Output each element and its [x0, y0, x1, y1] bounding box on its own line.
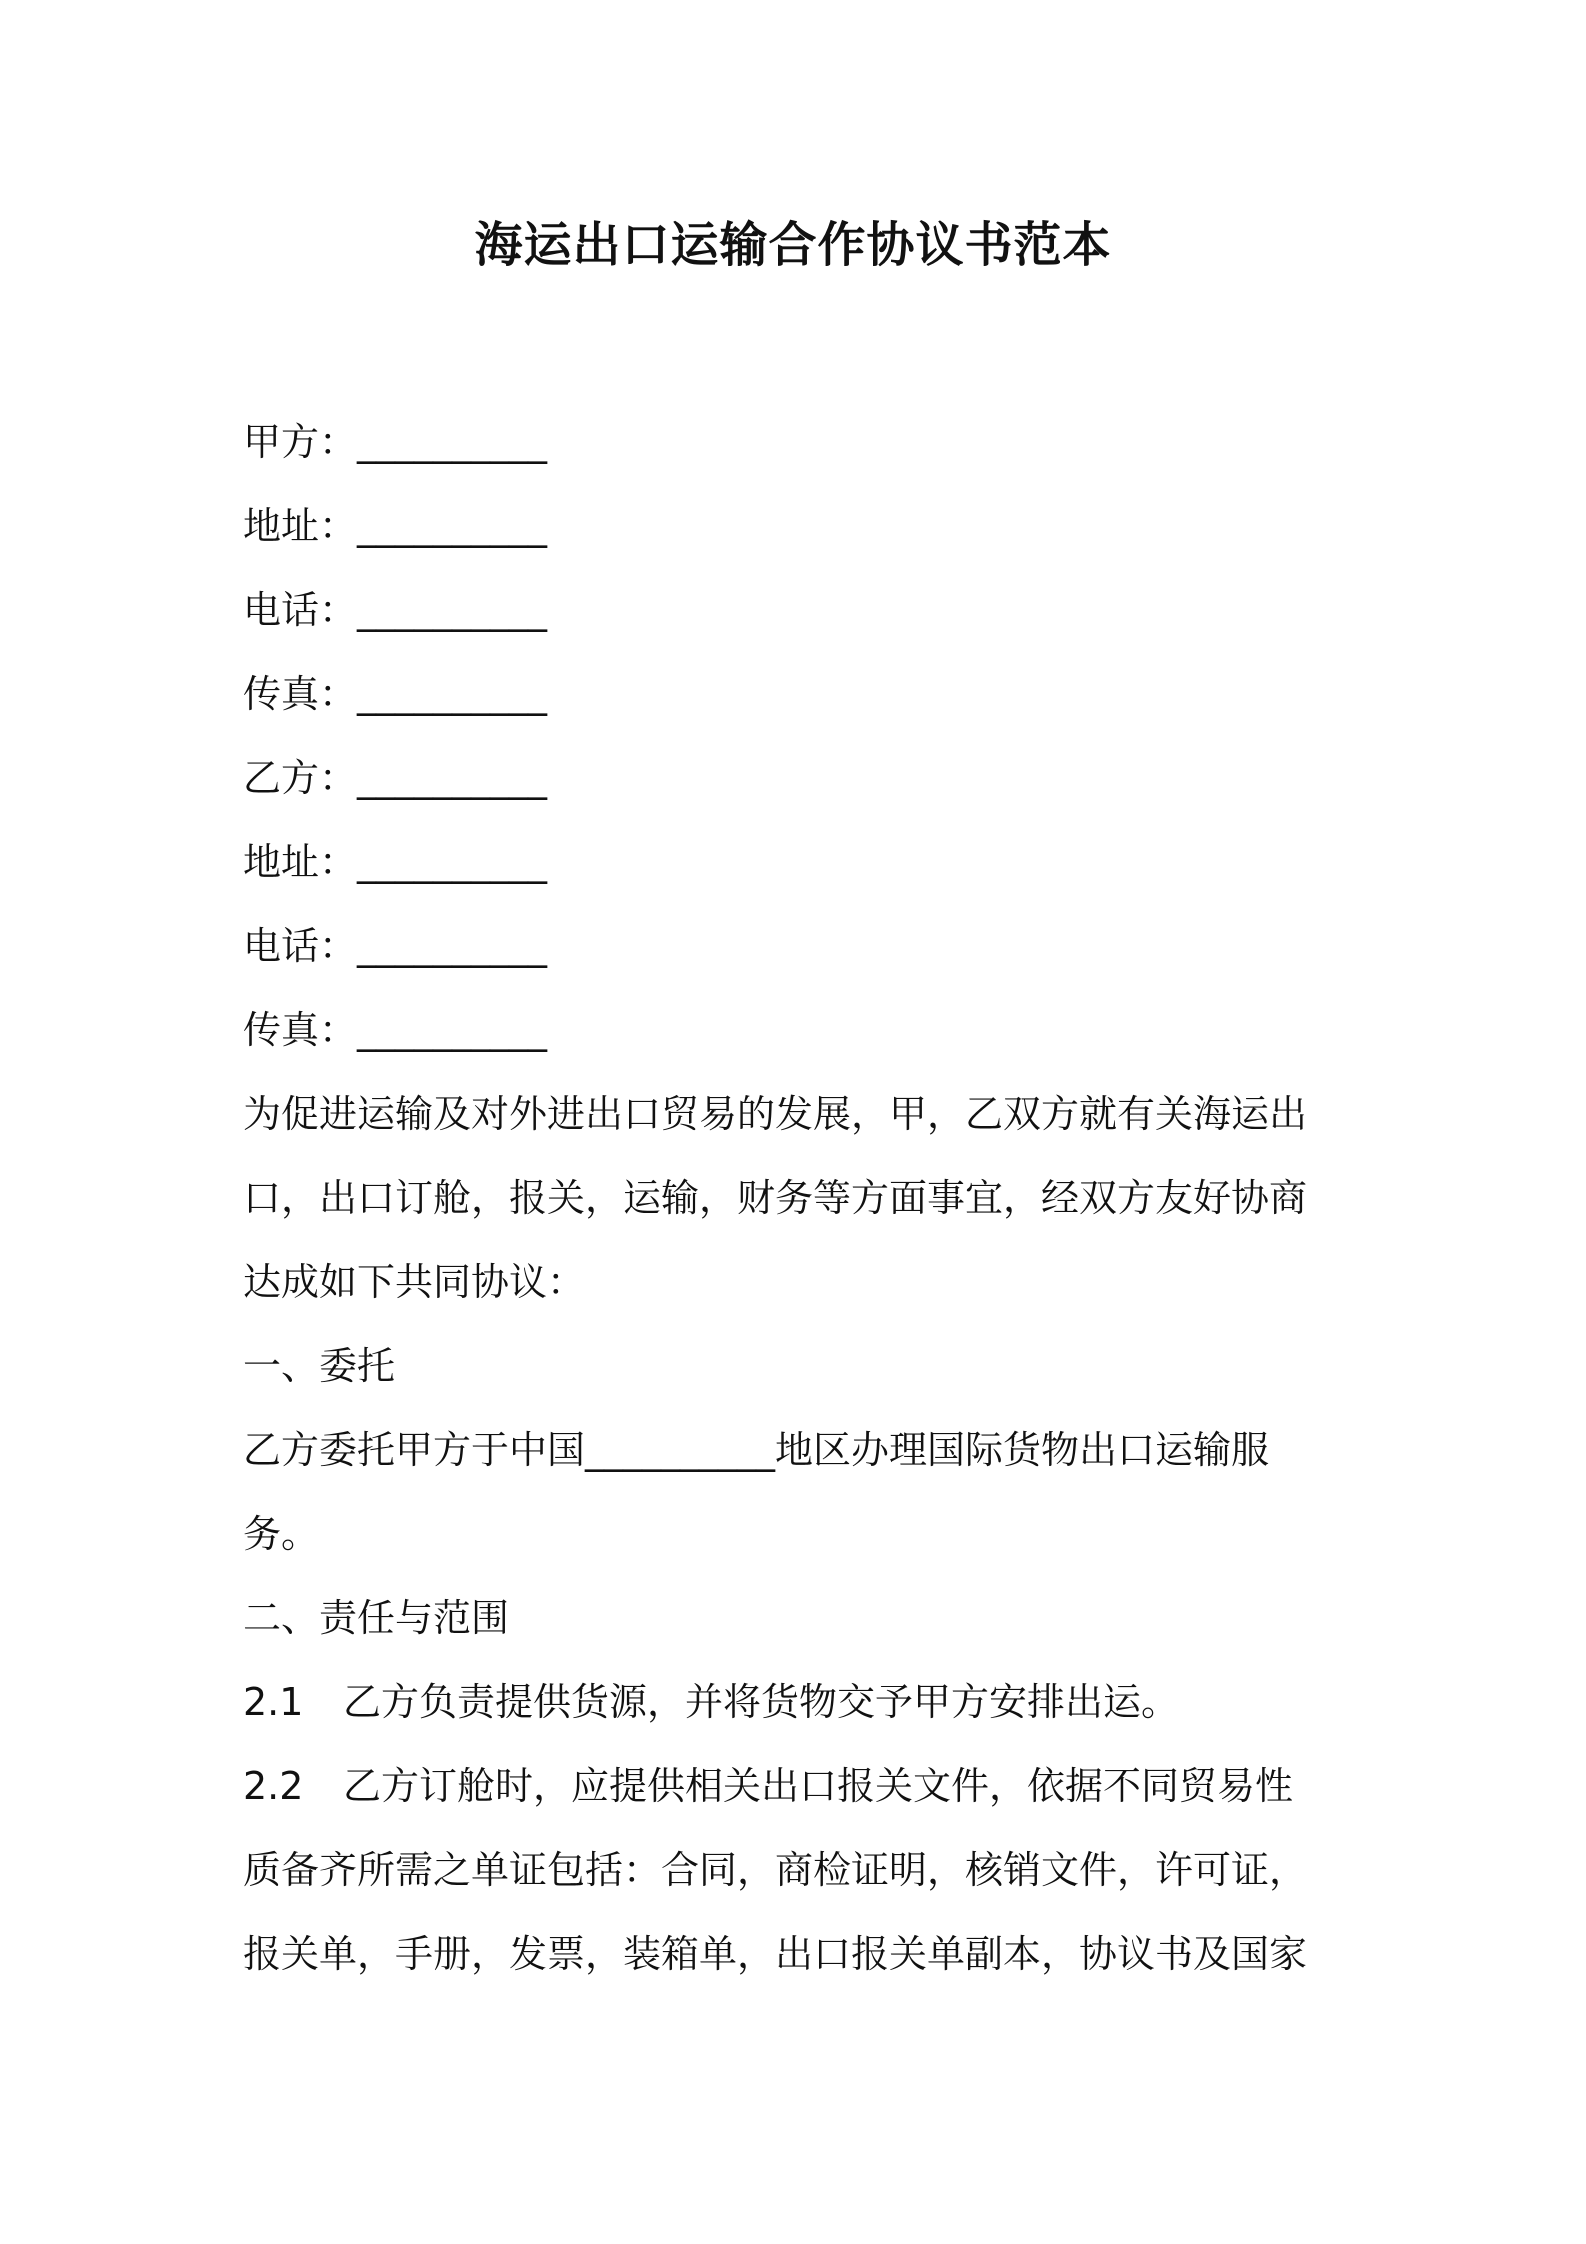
clause-2-1	[243, 1660, 1363, 1744]
field-label: 电话：	[243, 924, 358, 968]
clause-number: 2.1	[243, 1680, 304, 1724]
fill-blank: __________	[357, 840, 548, 884]
party-a-name-field	[243, 400, 1363, 484]
intro-line: 达成如下共同协议：	[243, 1260, 586, 1304]
fill-blank: __________	[357, 672, 548, 716]
clause-text-line: 报关单，手册，发票，装箱单，出口报关单副本，协议书及国家	[243, 1932, 1308, 1976]
fill-blank: __________	[357, 1008, 548, 1052]
clause-number: 2.2	[243, 1764, 304, 1808]
party-b-address-field	[243, 820, 1363, 904]
section-text-line: 务。	[243, 1512, 320, 1556]
fill-blank: __________	[357, 924, 548, 968]
fill-blank: __________	[357, 588, 548, 632]
field-label: 乙方：	[243, 756, 358, 800]
section-heading-responsibility: 二、责任与范围	[243, 1596, 510, 1640]
party-a-fax-field	[243, 652, 1363, 736]
field-label: 地址：	[243, 840, 358, 884]
intro-line: 为促进运输及对外进出口贸易的发展，甲，乙双方就有关海运出	[243, 1092, 1308, 1136]
fill-blank: __________	[357, 756, 548, 800]
clause-text: 乙方订舱时，应提供相关出口报关文件，依据不同贸易性	[343, 1764, 1294, 1808]
section-heading-entrustment: 一、委托	[243, 1344, 396, 1388]
party-a-address-field	[243, 484, 1363, 568]
field-label: 电话：	[243, 588, 358, 632]
field-label: 传真：	[243, 1008, 358, 1052]
clause-2-2	[243, 1744, 1363, 1828]
party-b-name-field	[243, 736, 1363, 820]
intro-line: 口，出口订舱，报关，运输，财务等方面事宜，经双方友好协商	[243, 1176, 1308, 1220]
document-title: 海运出口运输合作协议书范本	[474, 217, 1112, 273]
fill-blank: __________	[357, 504, 548, 548]
party-b-fax-field	[243, 988, 1363, 1072]
clause-text-line: 质备齐所需之单证包括：合同，商检证明，核销文件，许可证，	[243, 1848, 1308, 1892]
field-label: 地址：	[243, 504, 358, 548]
clause-text: 乙方负责提供货源，并将货物交予甲方安排出运。	[343, 1680, 1180, 1724]
field-label: 传真：	[243, 672, 358, 716]
party-a-phone-field	[243, 568, 1363, 652]
fill-blank: __________	[357, 420, 548, 464]
document-body	[243, 400, 1363, 1996]
party-b-phone-field	[243, 904, 1363, 988]
section-text-line: 乙方委托甲方于中国__________地区办理国际货物出口运输服	[243, 1428, 1270, 1472]
field-label: 甲方：	[243, 420, 358, 464]
